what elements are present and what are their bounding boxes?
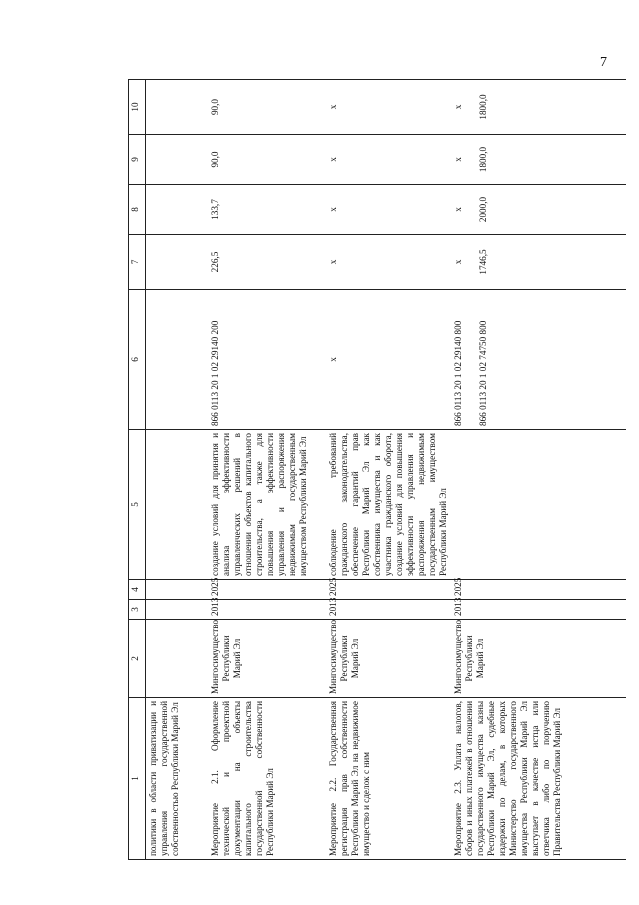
column-header: 4 (129, 580, 146, 600)
budget-code: х (327, 357, 338, 362)
amount-cell (326, 235, 451, 290)
measure-name-cell: Мероприятие 2.1. Оформление технической и проектной документации на объекты капитального строительства государственной собственности Республики Марий Эл (208, 698, 326, 860)
amount-cell (326, 185, 451, 235)
amount-cell (208, 135, 326, 185)
result-cell: создание условий для принятия и анализа эффективности управленческих решений в отношении объектов капитального строительства, а также для повышения эффективности управления и распоряжения недвижимым государственным имуществом Республики Марий Эл (208, 430, 326, 580)
measure-name-cell: Мероприятие 2.3. Уплата налогов, сборов и иных платежей в отношении государственного имущества казны Республики Марий Эл, судебные издержки по делам, в которых Министерство государственного имущества Республики Марий Эл выступает в качестве истца или ответчика либо по поручению Правительства Республики Марий Эл (451, 698, 626, 860)
amount-value: 226,5 (209, 251, 220, 273)
budget-code: 866 0113 20 1 02 29140 800 (452, 320, 463, 426)
amount-value: 1746,5 (477, 249, 488, 275)
amount-cell (326, 80, 451, 135)
amount-value: 90,0 (209, 98, 220, 116)
budget-code: 866 0113 20 1 02 29140 200 (209, 320, 220, 426)
amount-value: х (452, 207, 463, 212)
amount-cell (146, 80, 208, 135)
start-year-cell: 2013 (451, 600, 626, 620)
column-header: 3 (129, 600, 146, 620)
budget-code-cell (326, 290, 451, 430)
amount-cell (146, 135, 208, 185)
column-header: 6 (129, 290, 146, 430)
amount-value: х (452, 157, 463, 162)
start-year-cell (146, 600, 208, 620)
budget-code-cell (208, 290, 326, 430)
page-number: 7 (600, 55, 607, 70)
budget-code-cell (146, 290, 208, 430)
rotated-table-container (128, 80, 628, 860)
program-table (128, 79, 626, 860)
end-year-cell: 2025 (451, 580, 626, 600)
executor-cell (146, 620, 208, 698)
amount-cell (146, 185, 208, 235)
budget-code-cell (451, 290, 626, 430)
executor-cell: Мингосимущество Республики Марий Эл (326, 620, 451, 698)
amount-cell (451, 135, 626, 185)
amount-value: х (327, 259, 338, 265)
start-year-cell: 2013 (326, 600, 451, 620)
column-header: 10 (129, 80, 146, 135)
table-row (451, 80, 626, 860)
amount-value: 90,0 (209, 151, 220, 168)
amount-value: х (327, 104, 338, 110)
amount-value: 133,7 (209, 199, 220, 220)
executor-cell: Мингосимущество Республики Марий Эл (208, 620, 326, 698)
amount-cell (451, 235, 626, 290)
measure-name-cell: Мероприятие 2.2. Государственная регистрация прав собственности Республики Марий Эл на недвижимое имущество и сделок с ним (326, 698, 451, 860)
amount-value: 2000,0 (477, 196, 488, 223)
executor-cell: Мингосимущество Республики Марий Эл (451, 620, 626, 698)
amount-cell (208, 235, 326, 290)
table-row (146, 80, 208, 860)
result-cell (146, 430, 208, 580)
measure-name-cell: политики в области приватизации и управления государственной собственностью Республики Марий Эл (146, 698, 208, 860)
amount-cell (451, 80, 626, 135)
start-year-cell: 2013 (208, 600, 326, 620)
end-year-cell: 2025 (208, 580, 326, 600)
column-header: 8 (129, 185, 146, 235)
budget-code: 866 0113 20 1 02 74750 800 (477, 320, 488, 426)
amount-value: х (327, 207, 338, 212)
column-header: 1 (129, 698, 146, 860)
table-row (208, 80, 326, 860)
amount-cell (146, 235, 208, 290)
amount-cell (208, 80, 326, 135)
amount-value: х (452, 259, 463, 265)
result-cell: соблюдение требований гражданского законодательства, обеспечение гарантий прав Республики Марий Эл как собственника имущества и как участника гражданского оборота, создание условий для повышения эффективности управления и распоряжения недвижимым государственным имуществом Республики Марий Эл (326, 430, 451, 580)
end-year-cell: 2025 (326, 580, 451, 600)
result-cell (451, 430, 626, 580)
column-header: 9 (129, 135, 146, 185)
column-header: 5 (129, 430, 146, 580)
amount-value: х (327, 157, 338, 162)
table-row (326, 80, 451, 860)
end-year-cell (146, 580, 208, 600)
amount-value: 1800,0 (477, 94, 488, 120)
amount-value: х (452, 104, 463, 110)
amount-value: 1800,0 (477, 146, 488, 173)
column-header: 7 (129, 235, 146, 290)
amount-cell (451, 185, 626, 235)
table-header (129, 80, 146, 860)
amount-cell (208, 185, 326, 235)
column-header: 2 (129, 620, 146, 698)
amount-cell (326, 135, 451, 185)
